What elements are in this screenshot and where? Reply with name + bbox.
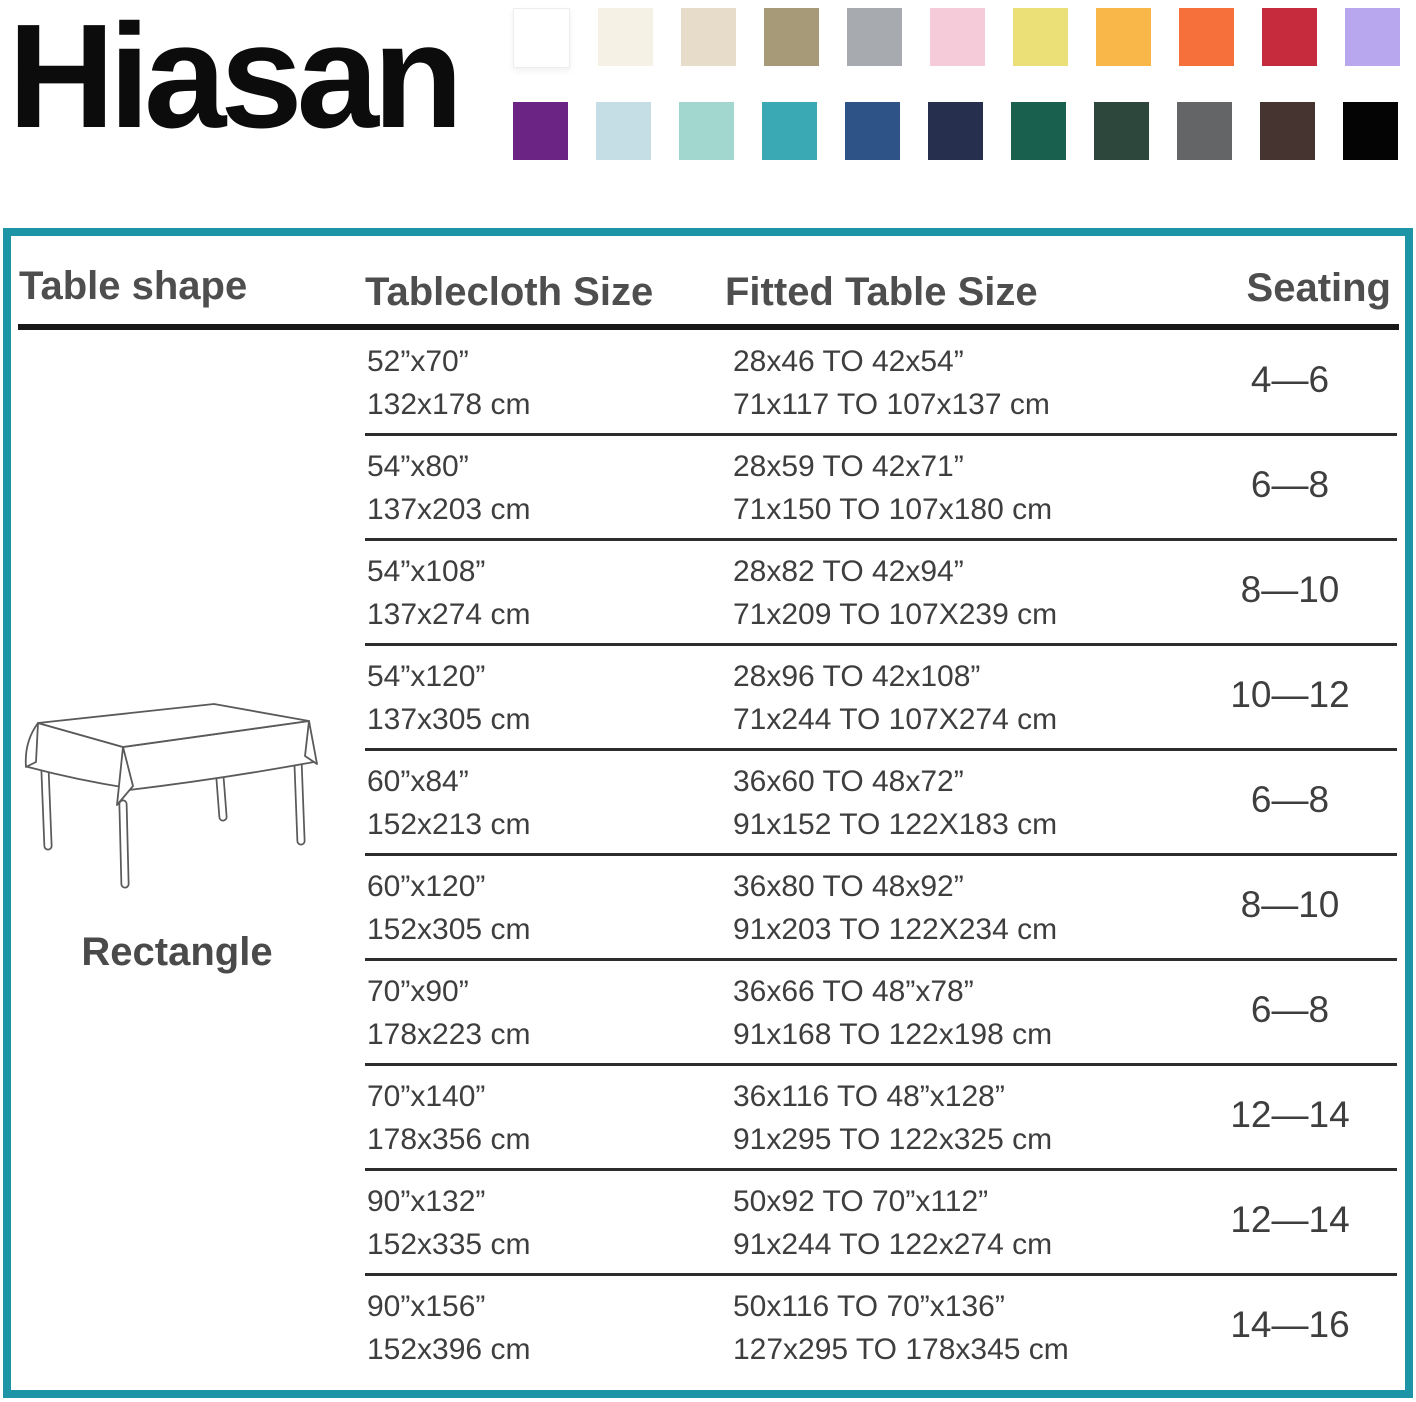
rectangle-table-icon (21, 698, 321, 893)
table-row (365, 1066, 1397, 1171)
column-header-seating: Seating (1246, 266, 1391, 310)
tablecloth-size-cell: 52”x70” 132x178 cm (367, 345, 531, 421)
color-swatch-yellow (1013, 8, 1068, 66)
color-swatch-black (1343, 102, 1398, 160)
seating-cell: 6—8 (1250, 989, 1330, 1030)
tablecloth-size-cell: 60”x120” 152x305 cm (367, 870, 531, 946)
color-swatch-teal (762, 102, 817, 160)
table-row (365, 856, 1397, 961)
fitted-size-cell: 50x116 TO 70”x136” 127x295 TO 178x345 cm (733, 1290, 1069, 1366)
tablecloth-size-cell: 70”x140” 178x356 cm (367, 1080, 531, 1156)
table-row (365, 646, 1397, 751)
color-swatch-dark-grey (1177, 102, 1232, 160)
color-swatch-gold (1096, 8, 1151, 66)
color-swatch-dark-green (1094, 102, 1149, 160)
tablecloth-size-cell: 90”x156” 152x396 cm (367, 1290, 531, 1366)
table-row (365, 541, 1397, 646)
swatch-row-bottom (513, 102, 1413, 160)
seating-cell: 6—8 (1250, 779, 1330, 820)
swatch-row-top (513, 8, 1413, 68)
fitted-size-cell: 36x66 TO 48”x78” 91x168 TO 122x198 cm (733, 975, 1053, 1051)
seating-cell: 14—16 (1230, 1304, 1350, 1345)
color-swatch-grey (847, 8, 902, 66)
seating-cell: 12—14 (1230, 1199, 1350, 1240)
table-row (365, 1171, 1397, 1276)
fitted-size-cell: 36x80 TO 48x92” 91x203 TO 122X234 cm (733, 870, 1058, 946)
fitted-size-cell: 28x82 TO 42x94” 71x209 TO 107X239 cm (733, 555, 1058, 631)
size-rows (365, 331, 1397, 1378)
color-swatch-orange (1179, 8, 1234, 66)
color-swatch-brown (1260, 102, 1315, 160)
size-chart-panel (3, 228, 1413, 1398)
seating-cell: 4—6 (1250, 359, 1330, 400)
brand-logo: Hiasan (8, 0, 458, 159)
tablecloth-size-cell: 54”x80” 137x203 cm (367, 450, 531, 526)
color-swatch-light-blue (596, 102, 651, 160)
table-row (365, 961, 1397, 1066)
table-row (365, 1276, 1397, 1378)
table-row (365, 331, 1397, 436)
color-swatch-beige (681, 8, 736, 66)
seating-cell: 8—10 (1240, 569, 1340, 610)
seating-cell: 10—12 (1230, 674, 1350, 715)
color-swatch-white (513, 8, 570, 68)
fitted-size-cell: 28x46 TO 42x54” 71x117 TO 107x137 cm (733, 345, 1050, 421)
column-header-fitted-size: Fitted Table Size (725, 270, 1038, 314)
color-swatch-ivory (598, 8, 653, 66)
seating-cell: 12—14 (1230, 1094, 1350, 1135)
color-swatch-navy (928, 102, 983, 160)
column-header-table-shape: Table shape (19, 264, 248, 308)
fitted-size-cell: 28x96 TO 42x108” 71x244 TO 107X274 cm (733, 660, 1058, 736)
table-row (365, 751, 1397, 856)
header-divider-line (18, 324, 1399, 330)
color-swatch-pink (930, 8, 985, 66)
tablecloth-size-cell: 54”x108” 137x274 cm (367, 555, 531, 631)
color-swatch-red (1262, 8, 1317, 66)
fitted-size-cell: 28x59 TO 42x71” 71x150 TO 107x180 cm (733, 450, 1053, 526)
shape-label: Rectangle (81, 930, 273, 974)
color-swatch-blue (845, 102, 900, 160)
color-swatch-aqua (679, 102, 734, 160)
column-header-tablecloth-size: Tablecloth Size (365, 270, 654, 314)
fitted-size-cell: 36x60 TO 48x72” 91x152 TO 122X183 cm (733, 765, 1058, 841)
fitted-size-cell: 50x92 TO 70”x112” 91x244 TO 122x274 cm (733, 1185, 1053, 1261)
tablecloth-size-cell: 54”x120” 137x305 cm (367, 660, 531, 736)
tablecloth-size-cell: 90”x132” 152x335 cm (367, 1185, 531, 1261)
color-swatch-purple (513, 102, 568, 160)
table-row (365, 436, 1397, 541)
tablecloth-size-cell: 70”x90” 178x223 cm (367, 975, 531, 1051)
color-swatch-taupe (764, 8, 819, 66)
seating-cell: 8—10 (1240, 884, 1340, 925)
color-swatch-lavender (1345, 8, 1400, 66)
color-swatch-green (1011, 102, 1066, 160)
seating-cell: 6—8 (1250, 464, 1330, 505)
color-swatch-strip (513, 8, 1413, 194)
tablecloth-size-cell: 60”x84” 152x213 cm (367, 765, 531, 841)
fitted-size-cell: 36x116 TO 48”x128” 91x295 TO 122x325 cm (733, 1080, 1053, 1156)
